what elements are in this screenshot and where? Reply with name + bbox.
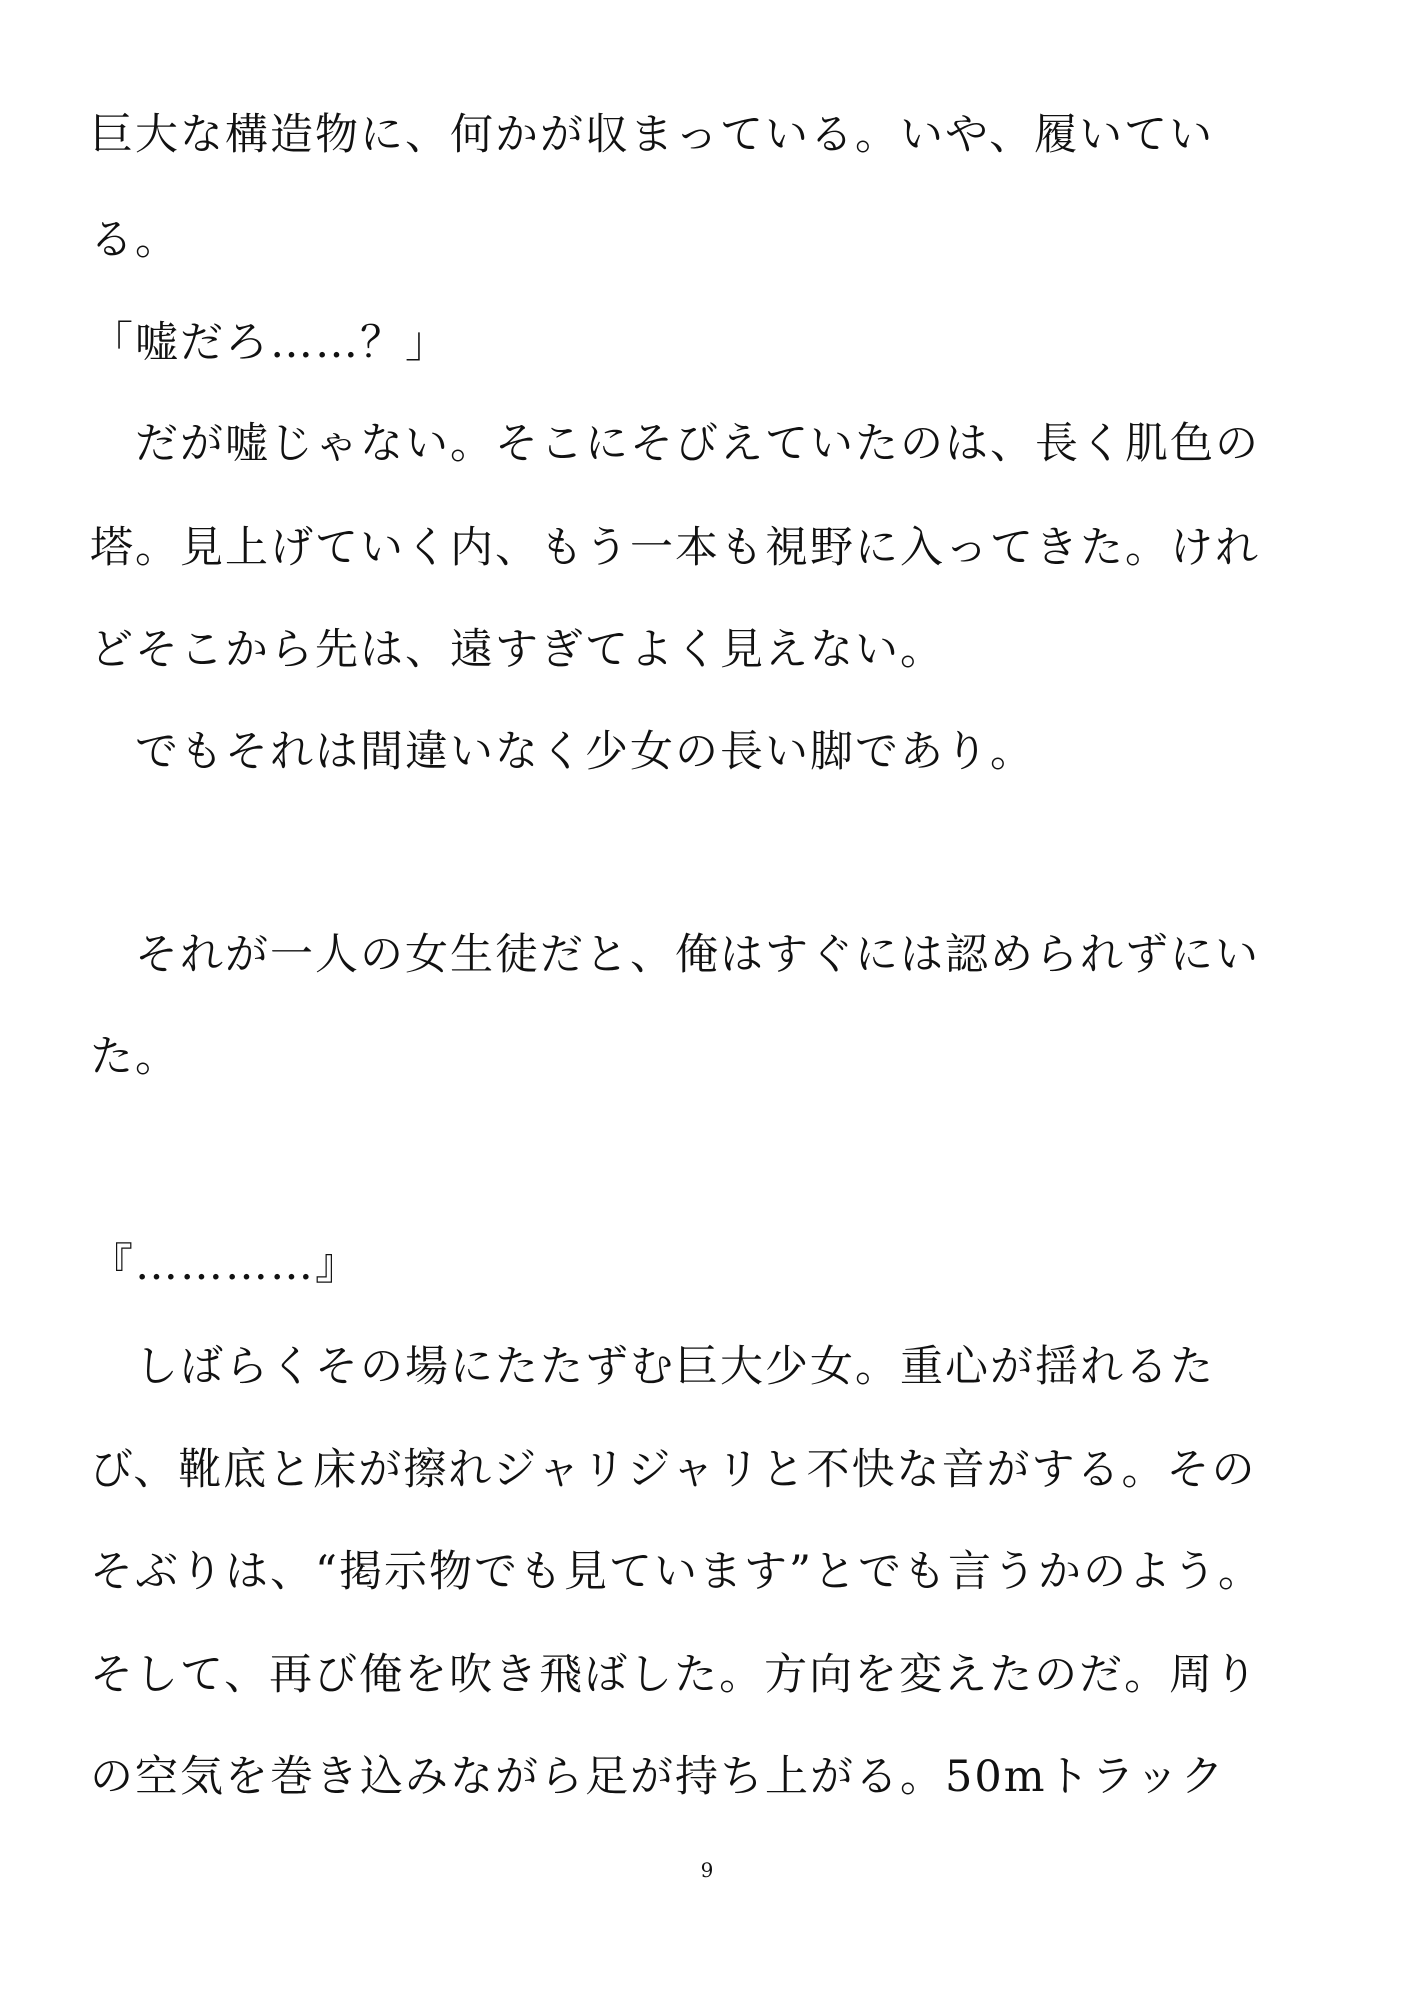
text-line: それが一人の女生徒だと、俺はすぐには認められずにい <box>90 930 1260 980</box>
text-line: どそこから先は、遠すぎてよく見えない。 <box>90 625 945 675</box>
text-line: だが嘘じゃない。そこにそびえていたのは、長く肌色の <box>90 419 1260 469</box>
text-line: 巨大な構造物に、何かが収まっている。いや、履いてい <box>90 110 1215 160</box>
text-line: る。 <box>90 215 180 265</box>
text-line: そして、再び俺を吹き飛ばした。方向を変えたのだ。周り <box>90 1650 1260 1700</box>
text-line: しばらくその場にたたずむ巨大少女。重心が揺れるた <box>90 1342 1215 1392</box>
text-line: 塔。見上げていく内、もう一本も視野に入ってきた。けれ <box>90 523 1260 573</box>
dialogue-line: 『…………』 <box>90 1240 360 1290</box>
page-number: 9 <box>700 1858 714 1882</box>
text-line: そぶりは、“掲示物でも見ています”とでも言うかのよう。 <box>90 1547 1263 1597</box>
text-line: び、靴底と床が擦れジャリジャリと不快な音がする。その <box>90 1445 1257 1495</box>
dialogue-line: 「嘘だろ……？」 <box>90 318 450 368</box>
text-line: の空気を巻き込みながら足が持ち上がる。50mトラック <box>90 1752 1226 1802</box>
text-line: でもそれは間違いなく少女の長い脚であり。 <box>90 727 1035 777</box>
text-line: た。 <box>90 1032 180 1082</box>
